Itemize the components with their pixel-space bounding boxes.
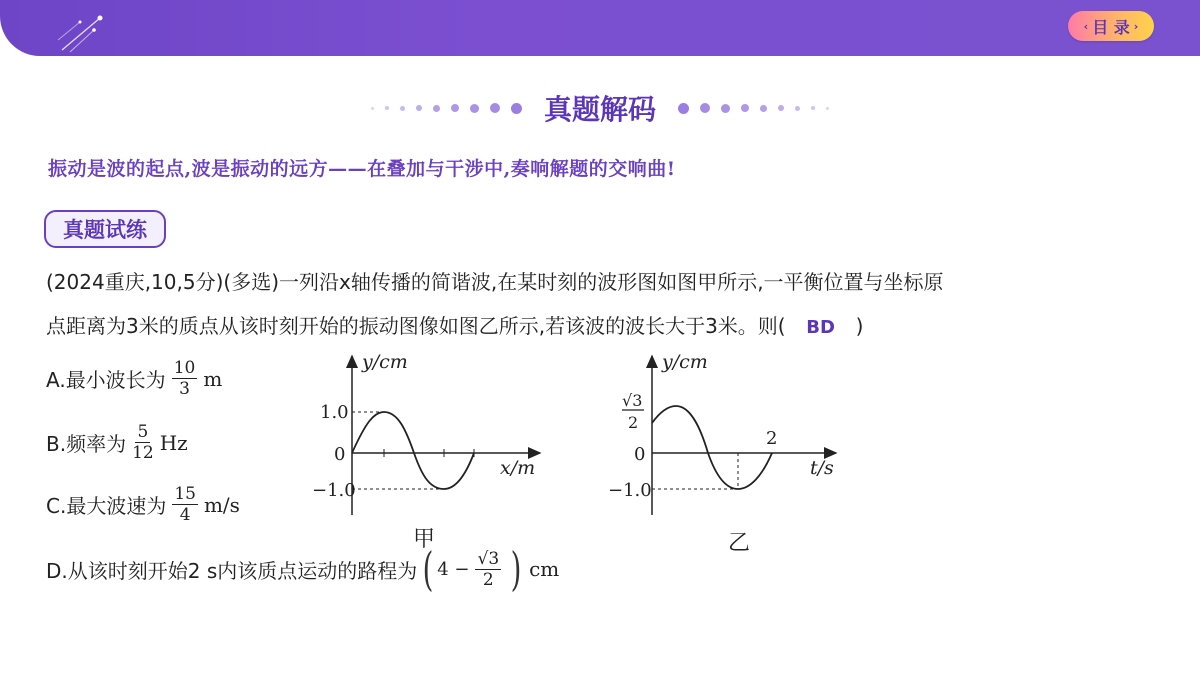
section-heading — [0, 88, 1200, 128]
option-c[interactable] — [46, 484, 240, 525]
question-line-2 — [46, 310, 863, 339]
option-a-num: 10 — [173, 358, 196, 378]
option-d-label: D.从该时刻开始2 s内该质点运动的路程为 — [46, 558, 418, 583]
right-paren: ) — [510, 542, 522, 596]
option-c-fraction — [172, 484, 198, 525]
option-d-unit: cm — [529, 557, 560, 581]
section-title: 真题解码 — [543, 93, 656, 126]
question-close-paren: ) — [855, 314, 864, 338]
y-axis-label: y/cm — [362, 351, 408, 373]
option-d-expr-left: 4 − — [437, 558, 470, 580]
question-line-1: (2024重庆,10,5分)(多选)一列沿x轴传播的简谐波,在某时刻的波形图如图甲所示,一平衡位置与坐标原 — [46, 270, 944, 294]
option-b-unit: Hz — [159, 430, 188, 455]
header-bar — [0, 0, 1200, 56]
option-a-den: 3 — [179, 379, 190, 399]
t-mark-label: 2 — [766, 428, 778, 449]
x-axis-label: x/m — [500, 457, 536, 479]
answer-text: BD — [806, 317, 835, 338]
tick-label-bottom: −1.0 — [608, 480, 652, 501]
option-a-label: A.最小波长为 — [46, 368, 166, 392]
option-c-den: 4 — [179, 505, 191, 525]
y-axis-label: y/cm — [662, 351, 708, 373]
option-b-den: 12 — [132, 443, 154, 463]
option-d-expression — [419, 542, 525, 596]
option-a[interactable] — [46, 358, 222, 399]
option-a-unit: m — [203, 366, 223, 391]
t-axis-label: t/s — [810, 457, 834, 479]
vibration-curve — [652, 406, 772, 489]
toc-label: 目 录 — [1092, 17, 1130, 37]
option-c-num: 15 — [174, 484, 196, 504]
motto-text: 振动是波的起点,波是振动的远方——在叠加与干涉中,奏响解题的交响曲! — [48, 158, 676, 180]
option-b-num: 5 — [137, 422, 149, 442]
option-a-fraction — [172, 358, 198, 399]
option-c-label: C.最大波速为 — [46, 494, 167, 518]
option-b-label: B.频率为 — [46, 432, 127, 456]
graph-jia-caption: 甲 — [413, 527, 436, 552]
table-of-contents-button[interactable] — [1068, 11, 1154, 41]
tick-label-zero: 0 — [334, 444, 346, 465]
option-d-fraction — [475, 549, 501, 590]
graph-yi-caption: 乙 — [728, 531, 751, 556]
decor-dots-right — [678, 103, 829, 114]
chevron-right-icon: › — [1133, 19, 1139, 33]
chevron-left-icon: ‹ — [1083, 19, 1089, 33]
vibration-graph-yi — [604, 350, 844, 520]
option-b-fraction — [132, 422, 154, 463]
option-c-unit: m/s — [203, 492, 240, 517]
tick-label-top: 1.0 — [320, 402, 349, 423]
wave-curve — [352, 412, 474, 489]
decor-dots-left — [371, 103, 522, 114]
tick-label-top-den: 2 — [628, 413, 639, 432]
left-paren: ( — [422, 542, 434, 596]
question-text: 点距离为3米的质点从该时刻开始的振动图像如图乙所示,若该波的波长大于3米。则( — [46, 314, 786, 338]
wave-graph-jia — [312, 350, 558, 520]
tick-label-zero: 0 — [634, 444, 646, 465]
option-d[interactable] — [46, 542, 560, 596]
option-d-num: √3 — [477, 548, 500, 569]
tick-label-bottom: −1.0 — [312, 480, 356, 501]
option-b[interactable] — [46, 422, 188, 463]
tick-label-top-num: √3 — [622, 391, 643, 410]
option-d-den: 2 — [482, 569, 494, 590]
practice-badge: 真题试练 — [44, 210, 166, 248]
shooting-stars-icon — [56, 10, 112, 54]
